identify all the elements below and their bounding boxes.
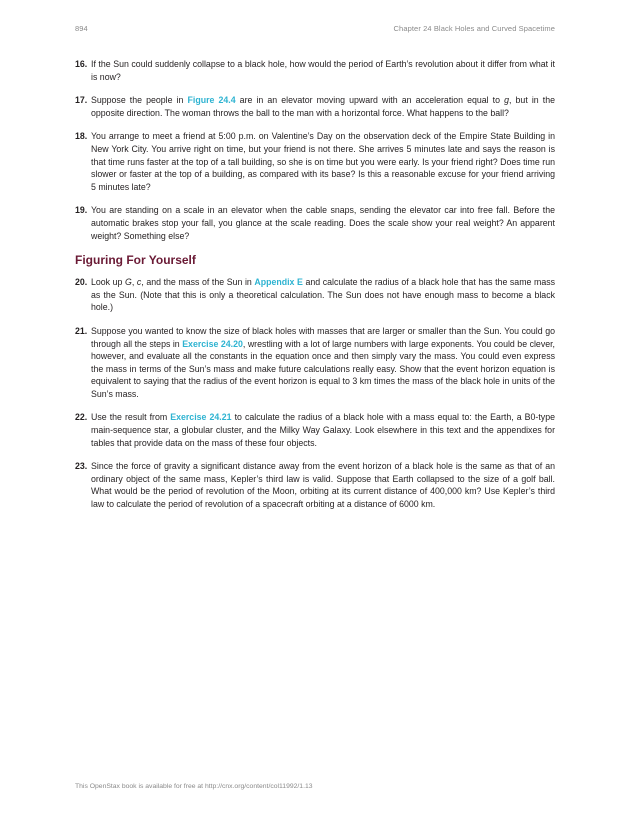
exercise-text: Look up G, c, and the mass of the Sun in Appendix E and calculate the radius of a black hole that has the same mass as the Sun. (Note that this is only a theoretical calculation. The Sun does not have enough mass to become a black hole.) [91, 277, 556, 313]
exercise-text: Since the force of gravity a significant distance away from the event horizon of a black hole is the same as that of an ordinary object of the same mass, Kepler’s third law is valid. Suppose that Earth collapsed to the size of a golf ball. What would be the period of revolution of the Moon, orbiting at its current distance of 400,000 km? Use Kepler’s third law to calculate the period of revolution of a spacecraft orbiting at a distance of 6000 km. [91, 461, 555, 510]
exercise-21 [75, 325, 555, 401]
page-header [75, 24, 555, 36]
chapter-title: Chapter 24 Black Holes and Curved Spacetime [393, 24, 555, 33]
exercise-text: You are standing on a scale in an elevator when the cable snaps, sending the elevator car into free fall. Before the automatic brakes stop your fall, you glance at the scale reading. Does the scale show your real weight? An apparent weight? Something else? [91, 205, 555, 241]
exercise-number: 16. [75, 59, 88, 69]
appendix-link[interactable]: Appendix E [254, 277, 303, 288]
page-number: 894 [75, 24, 88, 33]
exercise-number: 23. [75, 461, 88, 472]
exercise-text: You arrange to meet a friend at 5:00 p.m. on Valentine’s Day on the observation deck of the Empire State Building in New York City. You arrive right on time, but your friend is not there. She arrives 5 minutes late and says the reason is that time runs faster at the top of a tall building, so she is on time but you were early. Is your friend right? Does time run slower or faster at the top of a building, as compared with its base? Is this a reasonable excuse for your friend arriving 5 minutes late? [91, 131, 555, 192]
exercise-16 [75, 58, 555, 83]
exercise-link[interactable]: Exercise 24.21 [170, 412, 232, 423]
exercise-text: If the Sun could suddenly collapse to a black hole, how would the period of Earth’s revolution about it differ from what it is now? [91, 59, 555, 82]
exercise-number: 19. [75, 205, 88, 216]
section-heading: Figuring For Yourself [75, 253, 196, 268]
page-footer: This OpenStax book is available for free at http://cnx.org/content/col11992/1.13 [75, 783, 313, 790]
exercise-number: 21. [75, 325, 88, 336]
exercise-number: 18. [75, 131, 88, 142]
exercise-link[interactable]: Exercise 24.20 [182, 338, 243, 349]
figure-link[interactable]: Figure 24.4 [187, 95, 236, 106]
exercise-text: Use the result from Exercise 24.21 to calculate the radius of a black hole with a mass equal to: the Earth, a B0-type main-sequence star, a globular cluster, and the Milky Way Galaxy. Look elsewhere in this text and the appendixes for tables that provide data on the mass of these four objects. [91, 412, 555, 448]
exercise-number: 17. [75, 95, 88, 106]
exercise-text: Suppose the people in Figure 24.4 are in an elevator moving upward with an acceleration equal to g, but in the opposite direction. The woman throws the ball to the man with a horizontal force. What happens to the ball? [91, 95, 555, 118]
exercise-19 [75, 204, 555, 242]
page-content [75, 58, 555, 522]
exercise-number: 22. [75, 412, 88, 423]
exercise-17 [75, 94, 555, 119]
exercise-18 [75, 130, 555, 193]
exercise-23 [75, 460, 555, 510]
exercise-22 [75, 411, 555, 449]
exercise-text: Suppose you wanted to know the size of black holes with masses that are larger or smaller than the Sun. You could go through all the steps in Exercise 24.20, wrestling with a lot of large numbers with large exponents. You could be clever, however, and evaluate all the constants in the equation once and then simply vary the mass. You could even express the mass in terms of the Sun’s mass and make future calculations really easy. Show that the event horizon equation is equivalent to saying that the radius of the event horizon is equal to 3 km times the mass of the black hole in units of the Sun’s mass. [91, 325, 555, 399]
exercise-20 [75, 276, 555, 314]
exercise-number: 20. [75, 277, 88, 288]
